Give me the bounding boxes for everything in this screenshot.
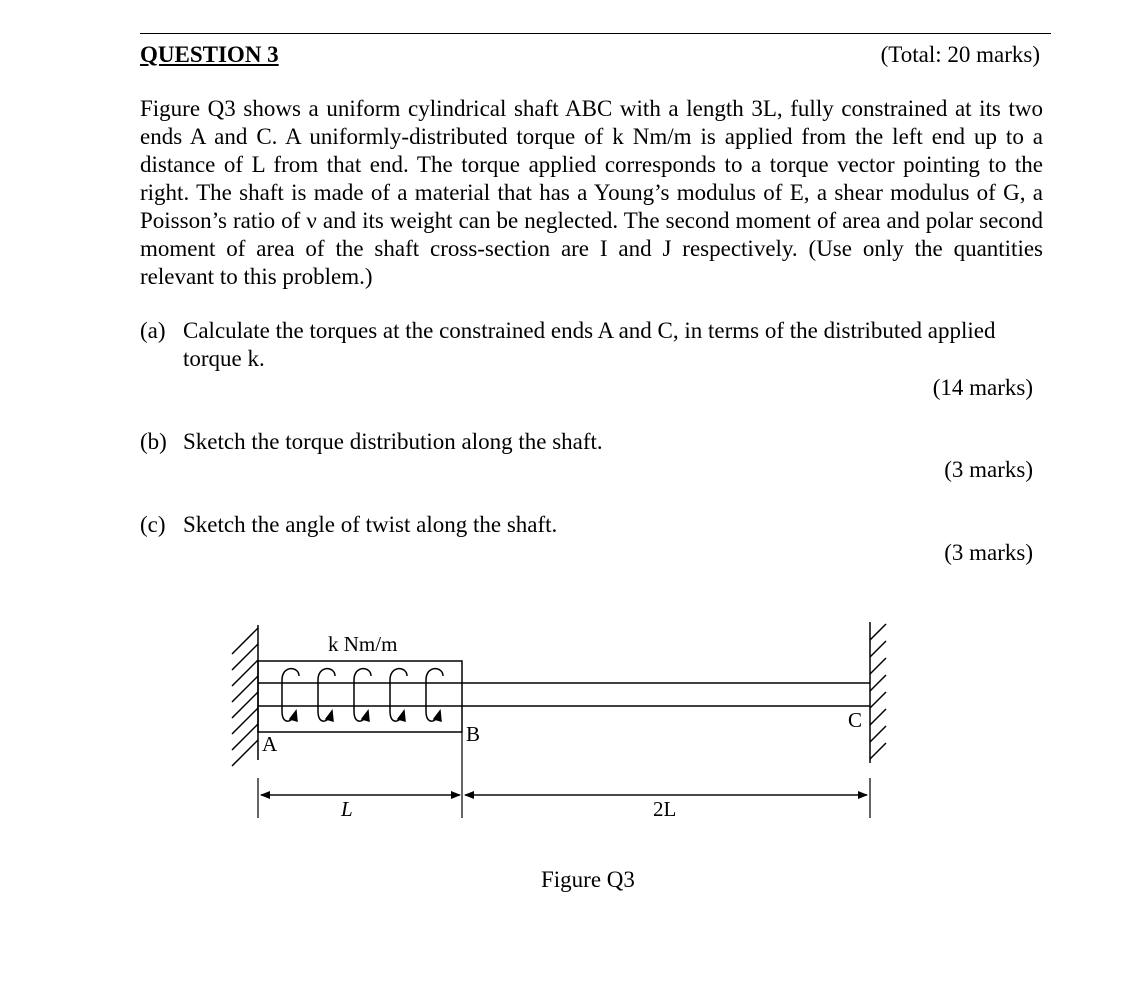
torque-arrow-5-icon bbox=[426, 669, 443, 722]
part-a-marks: (14 marks) bbox=[932, 375, 1033, 400]
part-a-text-line1: Calculate the torques at the constrained ends A and C, in terms of the distributed applied bbox=[183, 318, 996, 343]
distributed-torque-symbols bbox=[282, 669, 443, 722]
figure-caption: Figure Q3 bbox=[541, 867, 635, 892]
part-c-text: Sketch the angle of twist along the shaft. bbox=[183, 512, 558, 537]
part-c-marks: (3 marks) bbox=[944, 540, 1033, 565]
point-c-label: C bbox=[848, 708, 863, 732]
question-paragraph: Figure Q3 shows a uniform cylindrical shaft ABC with a length 3L, fully constrained at its two ends A and C. A uniformly-distributed torque of k Nm/m is applied from the left end up to a distance of L from that end. The torque applied corresponds to a torque vector pointing to the right. The shaft is made of a material that has a Young’s modulus of E, a shear modulus of G, a Poisson’s ratio of ν and its weight can be neglected. The second moment of area and polar second moment of area of the shaft cross-section are I and J respectively. (Use only the quantities relevant to this problem.) bbox=[140, 96, 1043, 289]
torque-arrow-3-icon bbox=[354, 669, 371, 722]
torque-arrow-4-icon bbox=[390, 669, 407, 722]
left-fixed-wall bbox=[232, 625, 258, 766]
torque-arrow-1-icon bbox=[282, 669, 299, 722]
part-c-label: (c) bbox=[140, 512, 166, 537]
point-b-label: B bbox=[466, 722, 481, 746]
point-a-label: A bbox=[262, 732, 278, 756]
part-b-label: (b) bbox=[140, 429, 167, 454]
question-total-marks: (Total: 20 marks) bbox=[880, 42, 1040, 67]
dimension-l-label: L bbox=[341, 797, 353, 821]
dimension-2l-label: 2L bbox=[653, 797, 677, 821]
shaft bbox=[258, 683, 870, 706]
question-title: QUESTION 3 bbox=[140, 42, 279, 67]
right-fixed-wall bbox=[870, 622, 886, 763]
part-a-label: (a) bbox=[140, 318, 166, 343]
part-b-text: Sketch the torque distribution along the shaft. bbox=[183, 429, 603, 454]
load-label: k Nm/m bbox=[328, 632, 398, 656]
part-b-marks: (3 marks) bbox=[944, 457, 1033, 482]
torque-arrow-2-icon bbox=[318, 669, 335, 722]
part-a-text-line2: torque k. bbox=[183, 346, 265, 371]
